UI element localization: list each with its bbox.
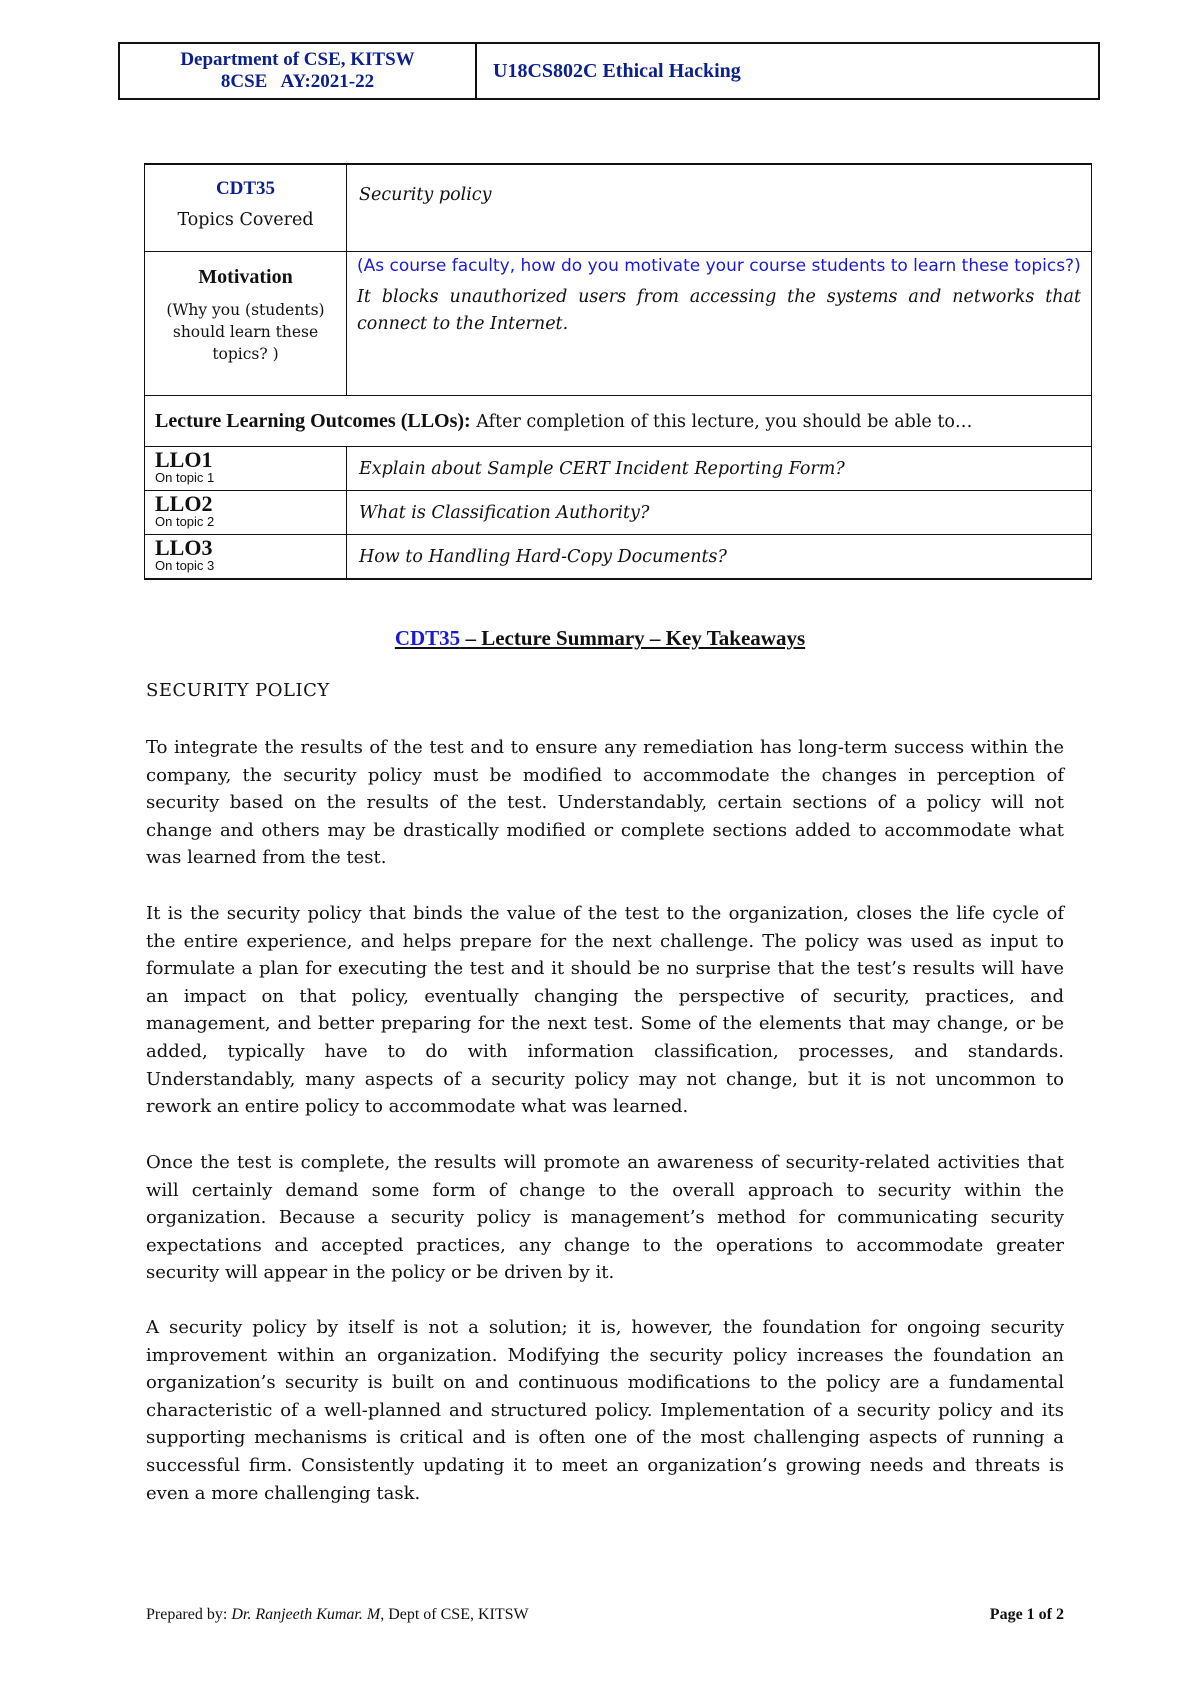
summary-paragraph: Once the test is complete, the results will promote an awareness of security-related activities that will certainly demand some form of change to the overall approach to security within the organization. Because a security policy is management’s method for communicating security expectations and accepted practices, any change to the operations to accommodate greater security will appear in the policy or be driven by it. xyxy=(146,1152,1064,1284)
prepared-label: Prepared by: xyxy=(146,1606,232,1623)
motivation-text: It blocks unauthorized users from accessing the systems and networks that connect to the Internet. xyxy=(357,287,1081,334)
lecture-info-table xyxy=(144,163,1092,580)
summary-paragraph: It is the security policy that binds the value of the test to the organization, closes the life cycle of the entire experience, and helps prepare for the next challenge. The policy was used as input to formulate a plan for executing the test and it should be no surprise that the test’s results will have an impact on that policy, eventually changing the perspective of security, practices, and management, and better preparing for the next test. Some of the elements that may change, or be added, typically have to do with information classification, processes, and standards. Understandably, many aspects of a security policy may not change, but it is not uncommon to rework an entire policy to accommodate what was learned. xyxy=(146,903,1064,1118)
llo-heading-row xyxy=(145,396,1092,447)
document-header xyxy=(118,42,1100,100)
llo-question: What is Classification Authority? xyxy=(347,491,1092,535)
motivation-cell xyxy=(145,252,347,396)
summary-title-text: – Lecture Summary – Key Takeaways xyxy=(460,626,806,650)
llo-topic: On topic 3 xyxy=(155,558,215,573)
page-number: Page 1 of 2 xyxy=(989,1606,1064,1623)
course-title: U18CS802C Ethical Hacking xyxy=(493,59,741,82)
department-cell xyxy=(120,44,477,98)
llo-question: How to Handling Hard-Copy Documents? xyxy=(347,535,1092,580)
llo-id: LLO2 xyxy=(155,491,213,516)
summary-code-link[interactable]: CDT35 xyxy=(394,626,461,650)
topic-cell xyxy=(145,164,347,252)
motivation-label: Motivation xyxy=(198,266,293,288)
summary-paragraph: To integrate the results of the test and to ensure any remediation has long-term success within the company, the security policy must be modified to accommodate the changes in perception of security based on the results of the test. Understandably, certain sections of a policy will not change and others may be drastically modified or complete sections added to accommodate what was learned from the test. xyxy=(146,737,1064,869)
author-name: Dr. Ranjeeth Kumar. M xyxy=(231,1606,381,1623)
summary-paragraph: A security policy by itself is not a solution; it is, however, the foundation for ongoing security improvement within an organization. Modifying the security policy increases the foundation an organization’s security is built on and continuous modifications to the policy are a fundamental characteristic of a well-planned and structured policy. Implementation of a security policy and its supporting mechanisms is critical and is often one of the most challenging aspects of running a successful firm. Consistently updating it to meet an organization’s growing needs and threats is even a more challenging task. xyxy=(146,1317,1064,1504)
llo-id-cell xyxy=(145,447,347,491)
llo-id-cell xyxy=(145,491,347,535)
summary-title xyxy=(0,626,1200,651)
academic-year: 8CSE AY:2021-22 xyxy=(220,71,375,92)
topic-code: CDT35 xyxy=(215,178,276,199)
llo-question: Explain about Sample CERT Incident Reporting Form? xyxy=(347,447,1092,491)
author-dept: , Dept of CSE, KITSW xyxy=(380,1606,529,1623)
topics-label: Topics Covered xyxy=(177,210,314,230)
department-name: Department of CSE, KITSW xyxy=(180,49,415,70)
motivation-body xyxy=(347,252,1092,396)
llo-intro: After completion of this lecture, you should be able to… xyxy=(470,411,973,432)
motivation-subtitle: (Why you (students) should learn these topics? ) xyxy=(166,301,325,363)
prepared-by xyxy=(146,1606,529,1624)
page-footer xyxy=(146,1606,1064,1624)
llo-id-cell xyxy=(145,535,347,580)
llo-id: LLO3 xyxy=(155,535,213,560)
topic-name: Security policy xyxy=(347,164,1092,252)
motivation-prompt: (As course faculty, how do you motivate your course students to learn these topics?) xyxy=(357,256,1081,276)
llo-id: LLO1 xyxy=(155,447,213,472)
section-title: SECURITY POLICY xyxy=(146,680,330,701)
llo-topic: On topic 1 xyxy=(155,470,215,485)
llo-heading: Lecture Learning Outcomes (LLOs): xyxy=(155,409,471,432)
llo-topic: On topic 2 xyxy=(155,514,215,529)
